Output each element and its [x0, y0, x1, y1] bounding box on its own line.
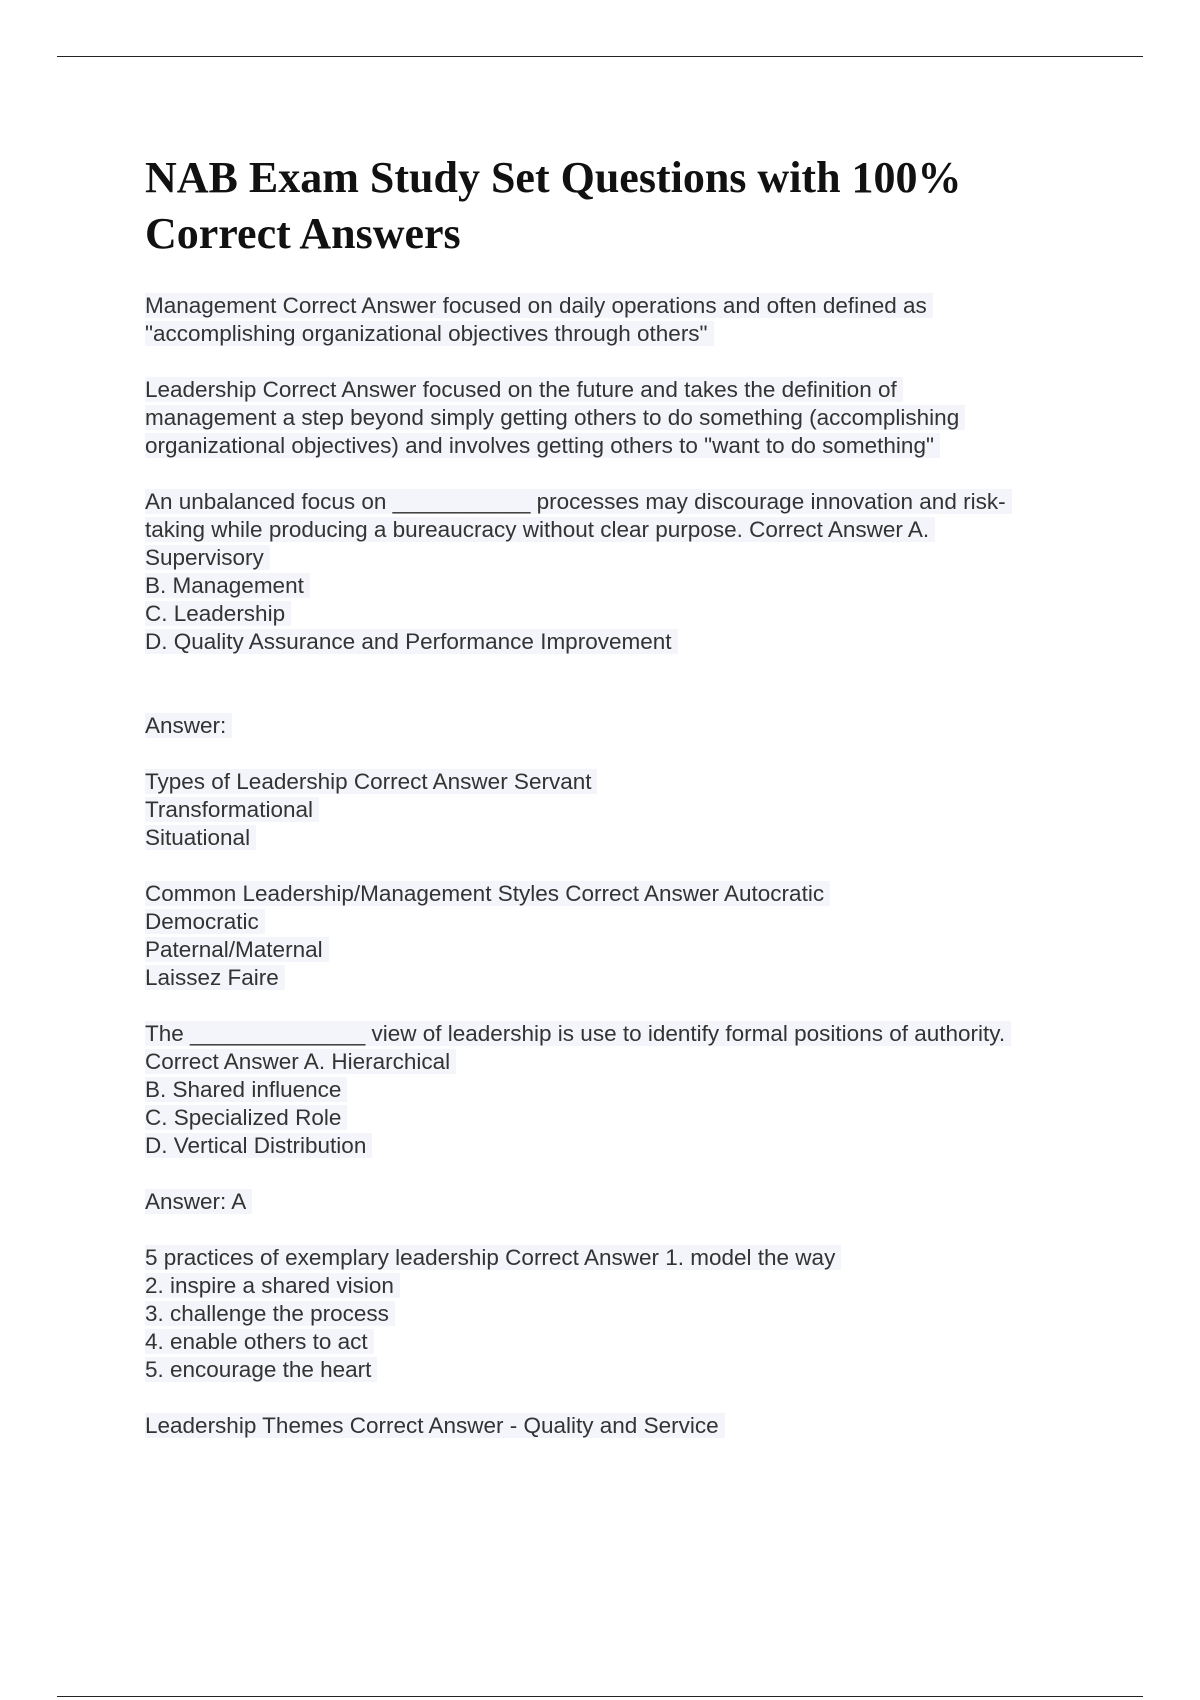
- qa-line: C. Specialized Role: [145, 1104, 1075, 1132]
- qa-line: taking while producing a bureaucracy without clear purpose. Correct Answer A.: [145, 516, 1075, 544]
- qa-item-types-of-leadership: [145, 768, 1075, 852]
- qa-line: organizational objectives) and involves getting others to "want to do something": [145, 432, 1075, 460]
- qa-line: Management Correct Answer focused on daily operations and often defined as: [145, 292, 1075, 320]
- qa-line: The ______________ view of leadership is use to identify formal positions of authority.: [145, 1020, 1075, 1048]
- qa-line: D. Vertical Distribution: [145, 1132, 1075, 1160]
- qa-line: B. Shared influence: [145, 1076, 1075, 1104]
- qa-line: Laissez Faire: [145, 964, 1075, 992]
- qa-line: "accomplishing organizational objectives through others": [145, 320, 1075, 348]
- qa-item-answer-blank: [145, 712, 1075, 740]
- document-body: [145, 150, 1075, 1468]
- qa-line: Leadership Themes Correct Answer - Quality and Service: [145, 1412, 1075, 1440]
- qa-line: An unbalanced focus on ___________ processes may discourage innovation and risk-: [145, 488, 1075, 516]
- qa-line: management a step beyond simply getting others to do something (accomplishing: [145, 404, 1075, 432]
- qa-line: 2. inspire a shared vision: [145, 1272, 1075, 1300]
- qa-line: Answer:: [145, 712, 1075, 740]
- qa-line: C. Leadership: [145, 600, 1075, 628]
- qa-item-five-practices: [145, 1244, 1075, 1384]
- qa-line: Types of Leadership Correct Answer Servant: [145, 768, 1075, 796]
- qa-item-leadership-themes: [145, 1412, 1075, 1440]
- qa-line: Common Leadership/Management Styles Correct Answer Autocratic: [145, 880, 1075, 908]
- qa-line: Supervisory: [145, 544, 1075, 572]
- qa-line: D. Quality Assurance and Performance Improvement: [145, 628, 1075, 656]
- qa-line: Correct Answer A. Hierarchical: [145, 1048, 1075, 1076]
- title-line-1: NAB Exam Study Set Questions with 100%: [145, 153, 962, 202]
- qa-item-management-styles: [145, 880, 1075, 992]
- qa-line: Democratic: [145, 908, 1075, 936]
- qa-item-leadership: [145, 376, 1075, 460]
- qa-item-unbalanced-focus: [145, 488, 1075, 656]
- title-line-2: Correct Answers: [145, 209, 461, 258]
- qa-line: 4. enable others to act: [145, 1328, 1075, 1356]
- qa-line: Answer: A: [145, 1188, 1075, 1216]
- qa-line: Transformational: [145, 796, 1075, 824]
- qa-line: Paternal/Maternal: [145, 936, 1075, 964]
- qa-item-management: [145, 292, 1075, 348]
- qa-line: B. Management: [145, 572, 1075, 600]
- qa-item-view-of-leadership: [145, 1020, 1075, 1160]
- qa-line: Leadership Correct Answer focused on the future and takes the definition of: [145, 376, 1075, 404]
- document-title: [145, 150, 1075, 262]
- footer-rule: [57, 1696, 1143, 1697]
- qa-line: 3. challenge the process: [145, 1300, 1075, 1328]
- qa-line: Situational: [145, 824, 1075, 852]
- qa-line: 5 practices of exemplary leadership Correct Answer 1. model the way: [145, 1244, 1075, 1272]
- qa-item-answer-a: [145, 1188, 1075, 1216]
- qa-line: 5. encourage the heart: [145, 1356, 1075, 1384]
- header-rule: [57, 56, 1143, 57]
